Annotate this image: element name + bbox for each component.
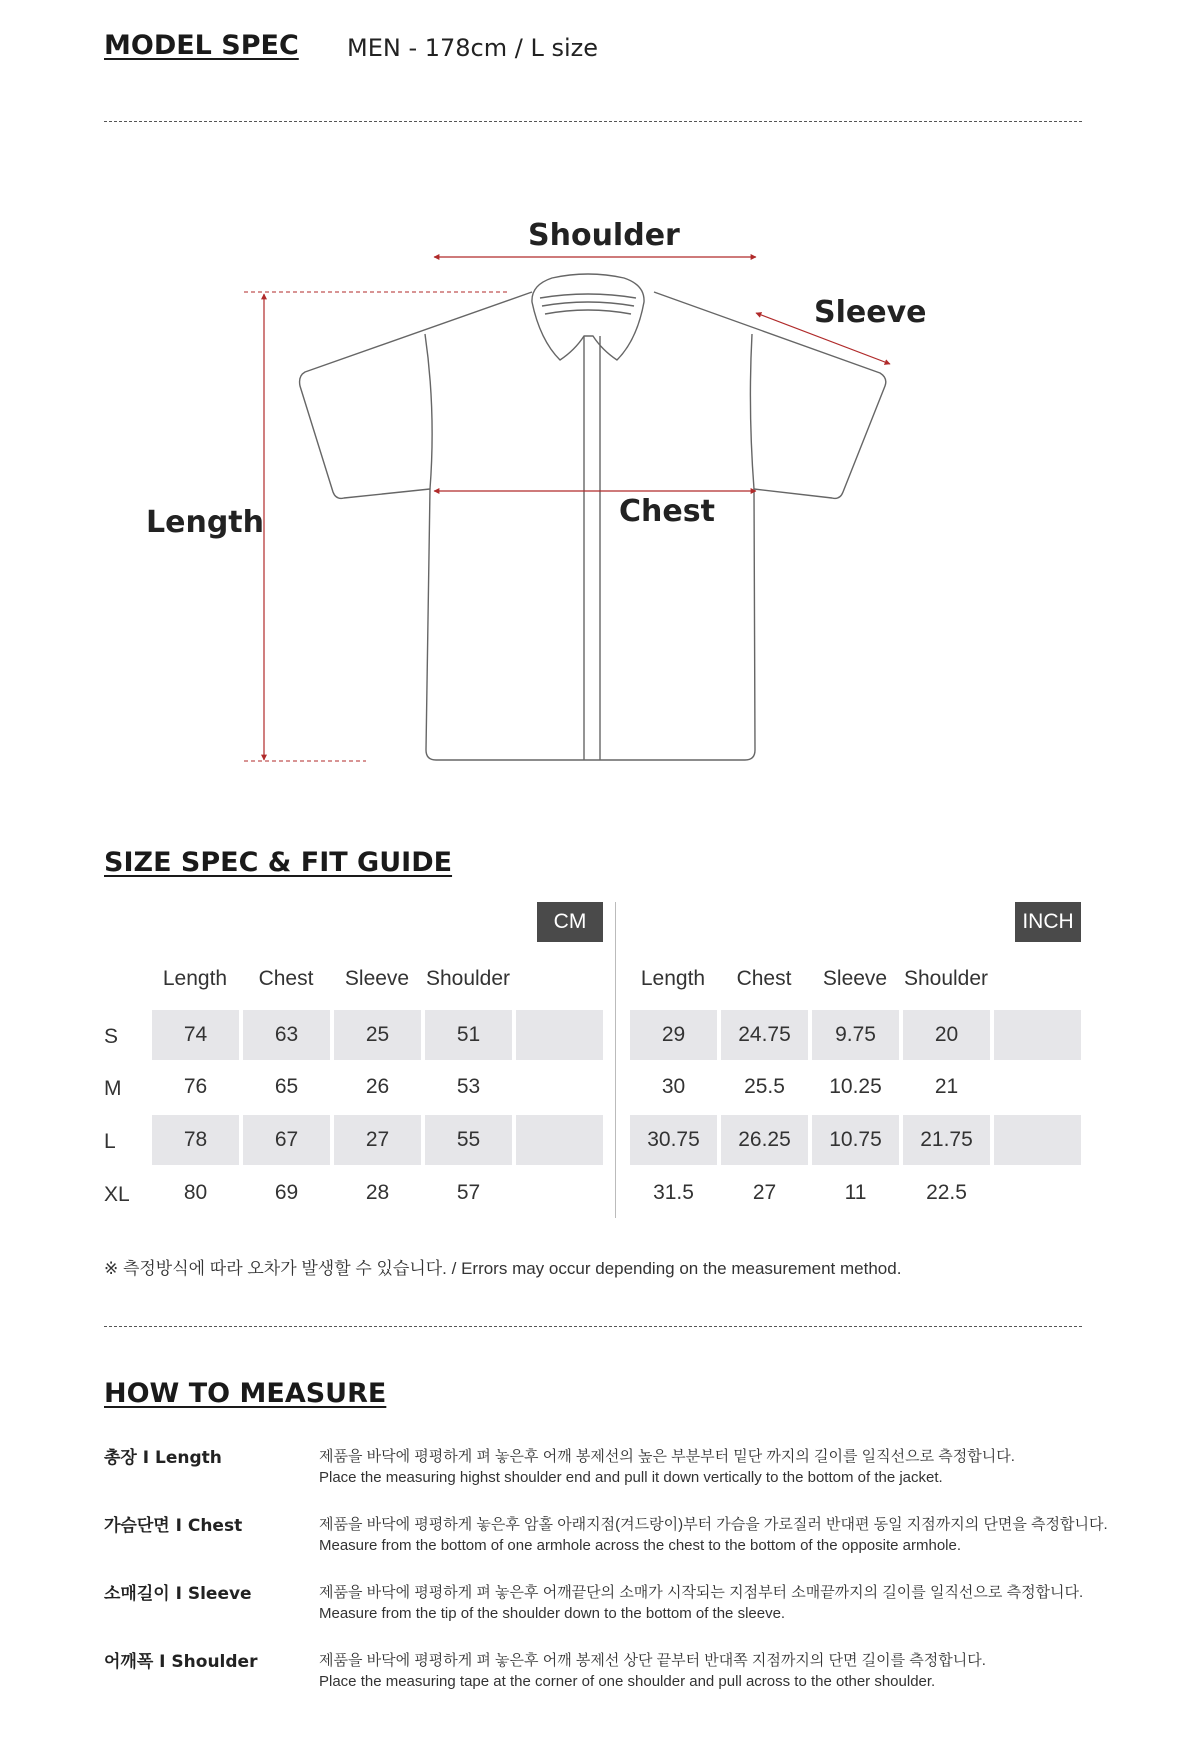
inch-s-sleeve: 9.75 <box>812 1010 899 1060</box>
measurement-note: ※ 측정방식에 따라 오차가 발생할 수 있습니다. / Errors may occur depending on the measurement method. <box>104 1259 902 1278</box>
cm-xl-chest: 69 <box>274 1181 299 1204</box>
measure-sleeve-en: Measure from the tip of the shoulder down to the bottom of the sleeve. <box>319 1605 786 1622</box>
inch-m-length: 30 <box>661 1075 686 1098</box>
measure-shoulder-en: Place the measuring tape at the corner of one shoulder and pull across to the other shoulder. <box>319 1673 936 1690</box>
inch-s-empty <box>994 1010 1081 1060</box>
inch-xl-shoulder: 22.5 <box>926 1181 967 1204</box>
inch-l-empty <box>994 1115 1081 1165</box>
model-spec-heading: MODEL SPEC <box>104 30 299 61</box>
inch-m-shoulder: 21 <box>934 1075 959 1098</box>
size-l: L <box>104 1130 116 1153</box>
measure-shoulder-ko: 제품을 바닥에 평평하게 펴 놓은후 어깨 봉제선 상단 끝부터 반대쪽 지점까지의 단면 길이를 측정합니다. <box>319 1652 986 1669</box>
measure-length-label: 총장 I Length <box>104 1448 222 1468</box>
cm-m-shoulder: 53 <box>456 1075 481 1098</box>
inch-col-shoulder: Shoulder <box>903 967 989 990</box>
inch-s-length: 29 <box>630 1010 717 1060</box>
inch-xl-length: 31.5 <box>653 1181 694 1204</box>
measure-chest-en: Measure from the bottom of one armhole across the chest to the bottom of the opposite armhole. <box>319 1537 962 1554</box>
cm-badge: CM <box>537 902 603 942</box>
size-s: S <box>104 1025 119 1048</box>
cm-l-chest: 67 <box>243 1115 330 1165</box>
inch-col-sleeve: Sleeve <box>822 967 888 990</box>
cm-col-shoulder: Shoulder <box>425 967 511 990</box>
measure-guides <box>244 257 890 761</box>
cm-s-sleeve: 25 <box>334 1010 421 1060</box>
cm-l-length: 78 <box>152 1115 239 1165</box>
cm-l-empty <box>516 1115 603 1165</box>
inch-badge: INCH <box>1015 902 1081 942</box>
inch-m-sleeve: 10.25 <box>829 1075 882 1098</box>
measure-sleeve-label: 소매길이 I Sleeve <box>104 1584 252 1604</box>
shoulder-label: Shoulder <box>528 218 680 253</box>
size-spec-heading: SIZE SPEC & FIT GUIDE <box>104 847 453 878</box>
table-divider <box>615 902 616 1218</box>
cm-m-sleeve: 26 <box>365 1075 390 1098</box>
measure-shoulder-label: 어깨폭 I Shoulder <box>104 1652 258 1672</box>
inch-xl-chest: 27 <box>752 1181 777 1204</box>
cm-l-shoulder: 55 <box>425 1115 512 1165</box>
section-divider <box>104 1326 1082 1327</box>
cm-col-sleeve: Sleeve <box>344 967 410 990</box>
cm-s-empty <box>516 1010 603 1060</box>
cm-xl-sleeve: 28 <box>365 1181 390 1204</box>
shirt-outline <box>300 274 886 760</box>
inch-l-shoulder: 21.75 <box>903 1115 990 1165</box>
inch-xl-sleeve: 11 <box>844 1181 867 1204</box>
inch-l-chest: 26.25 <box>721 1115 808 1165</box>
size-m: M <box>104 1077 122 1100</box>
inch-m-chest: 25.5 <box>744 1075 785 1098</box>
cm-l-sleeve: 27 <box>334 1115 421 1165</box>
length-label: Length <box>146 505 264 540</box>
inch-s-shoulder: 20 <box>903 1010 990 1060</box>
cm-s-length: 74 <box>152 1010 239 1060</box>
inch-col-length: Length <box>640 967 706 990</box>
measure-length-en: Place the measuring highst shoulder end and pull it down vertically to the bottom of the jacket. <box>319 1469 943 1486</box>
inch-l-sleeve: 10.75 <box>812 1115 899 1165</box>
cm-col-length: Length <box>162 967 228 990</box>
sleeve-label: Sleeve <box>814 295 927 330</box>
cm-s-chest: 63 <box>243 1010 330 1060</box>
inch-l-length: 30.75 <box>630 1115 717 1165</box>
inch-col-chest: Chest <box>736 967 792 990</box>
measure-chest-ko: 제품을 바닥에 평평하게 놓은후 암홀 아래지점(겨드랑이)부터 가슴을 가로질러 반대편 동일 지점까지의 단면을 측정합니다. <box>319 1516 1108 1533</box>
size-xl: XL <box>104 1183 130 1206</box>
cm-xl-length: 80 <box>183 1181 208 1204</box>
measure-chest-label: 가슴단면 I Chest <box>104 1516 243 1536</box>
cm-xl-shoulder: 57 <box>456 1181 481 1204</box>
cm-s-shoulder: 51 <box>425 1010 512 1060</box>
cm-m-chest: 65 <box>274 1075 299 1098</box>
cm-col-chest: Chest <box>258 967 314 990</box>
cm-m-length: 76 <box>183 1075 208 1098</box>
measure-sleeve-ko: 제품을 바닥에 평평하게 펴 놓은후 어깨끝단의 소매가 시작되는 지점부터 소매끝까지의 길이를 일직선으로 측정합니다. <box>319 1584 1084 1601</box>
shirt-diagram <box>0 0 1200 800</box>
how-to-measure-heading: HOW TO MEASURE <box>104 1378 387 1409</box>
inch-s-chest: 24.75 <box>721 1010 808 1060</box>
measure-length-ko: 제품을 바닥에 평평하게 펴 놓은후 어깨 봉제선의 높은 부분부터 밑단 까지의 길이를 일직선으로 측정합니다. <box>319 1448 1015 1465</box>
chest-label: Chest <box>619 494 715 529</box>
model-spec-value: MEN - 178cm / L size <box>347 34 599 62</box>
